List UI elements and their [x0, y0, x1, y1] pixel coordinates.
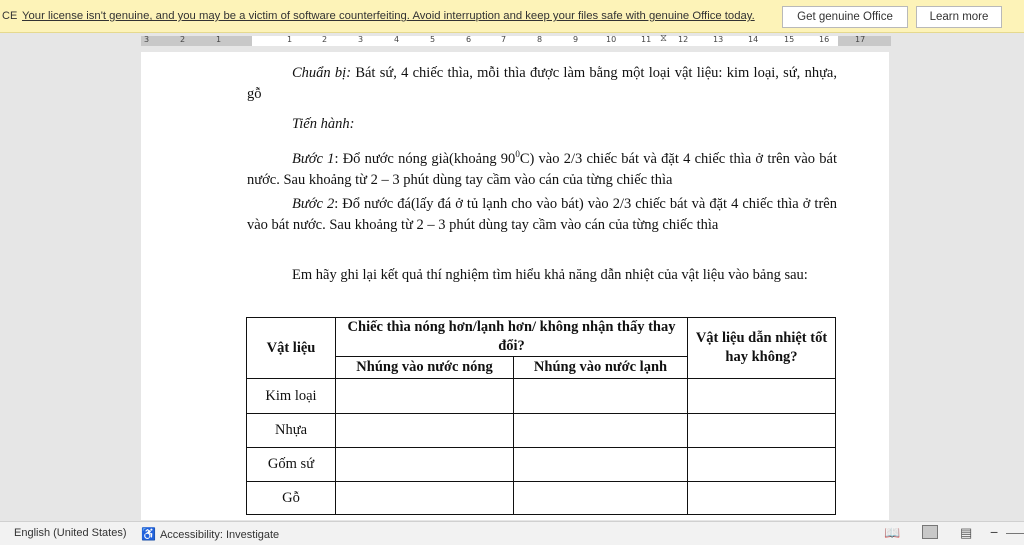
conductivity-cell[interactable]: [688, 448, 836, 482]
ruler-number: 3: [358, 35, 364, 44]
ruler-number: 9: [573, 35, 579, 44]
hot-water-cell[interactable]: [336, 482, 514, 515]
zoom-slider[interactable]: [1006, 533, 1024, 534]
ruler-number: 8: [537, 35, 543, 44]
ruler-number: 1: [287, 35, 293, 44]
ruler-number: 17: [855, 35, 866, 44]
conductivity-cell[interactable]: [688, 414, 836, 448]
accessibility-icon: ♿: [141, 527, 156, 541]
ruler-number: 7: [501, 35, 507, 44]
cold-water-cell[interactable]: [514, 379, 688, 414]
ruler-number: 16: [819, 35, 830, 44]
material-cell: Kim loại: [247, 379, 336, 414]
web-layout-icon[interactable]: ▤: [960, 525, 973, 540]
ruler-number: 2: [180, 35, 186, 44]
hot-water-cell[interactable]: [336, 414, 514, 448]
paragraph-instruction: [247, 265, 837, 286]
horizontal-ruler[interactable]: [0, 33, 1024, 49]
ruler-number: 15: [784, 35, 795, 44]
hot-water-cell[interactable]: [336, 448, 514, 482]
table-row: [247, 482, 836, 515]
material-cell: Gốm sứ: [247, 448, 336, 482]
cold-water-cell[interactable]: [514, 414, 688, 448]
license-bar-tag: CE: [2, 10, 18, 22]
material-cell: Gỗ: [247, 482, 336, 515]
step-1-text-b: C) vào 2/3 chiếc bát và đặt 4 chiếc thìa ở trên vào bát nước. Sau khoảng từ 2 – 3 phút dùng tay cầm vào cán của từng chiếc thìa: [247, 150, 837, 188]
read-mode-icon[interactable]: 📖: [884, 525, 901, 540]
header-spoon-result: Chiếc thìa nóng hơn/lạnh hơn/ không nhận thấy thay đổi?: [336, 318, 688, 357]
ruler-number: 1: [216, 35, 222, 44]
instruction-text: Em hãy ghi lại kết quả thí nghiệm tìm hiểu khả năng dẫn nhiệt của vật liệu vào bảng sau:: [292, 267, 808, 283]
paragraph-procedure: [247, 114, 837, 135]
language-indicator[interactable]: English (United States): [14, 527, 127, 539]
ruler-indent-marker[interactable]: ⧖: [660, 33, 668, 44]
hot-water-cell[interactable]: [336, 379, 514, 414]
table-row: [247, 379, 836, 414]
step-2-text: : Đổ nước đá(lấy đá ở tủ lạnh cho vào bát) vào 2/3 chiếc bát và đặt 4 chiếc thìa ở trên vào bát nước. Sau khoảng từ 2 – 3 phút dùng tay cầm vào cán của từng chiếc thìa: [247, 196, 837, 233]
step-1-superscript: 0: [515, 149, 520, 159]
ruler-number: 14: [748, 35, 759, 44]
ruler-number: 12: [678, 35, 689, 44]
ruler-number: 13: [713, 35, 724, 44]
table-row: [247, 448, 836, 482]
cold-water-cell[interactable]: [514, 448, 688, 482]
ruler-number: 6: [466, 35, 472, 44]
license-warning-bar: [0, 0, 1024, 33]
accessibility-checker[interactable]: [141, 527, 279, 541]
material-cell: Nhựa: [247, 414, 336, 448]
table-row: [247, 414, 836, 448]
zoom-out-icon[interactable]: −: [990, 524, 999, 540]
preparation-label: Chuẩn bị:: [292, 65, 352, 81]
preparation-text: Bát sứ, 4 chiếc thìa, mỗi thìa được làm bằng một loại vật liệu: kim loại, sứ, nhựa, gỗ: [247, 65, 837, 102]
get-genuine-office-button[interactable]: Get genuine Office: [782, 6, 908, 28]
ruler-number: 3: [144, 35, 150, 44]
step-1-text-a: : Đổ nước nóng già(khoảng 90: [334, 150, 516, 167]
learn-more-button[interactable]: Learn more: [916, 6, 1002, 28]
status-bar: [0, 521, 1024, 545]
conductivity-cell[interactable]: [688, 482, 836, 515]
ruler-number: 2: [322, 35, 328, 44]
conductivity-cell[interactable]: [688, 379, 836, 414]
ruler-strip: [141, 36, 891, 46]
results-table[interactable]: [246, 317, 836, 515]
header-conductivity: Vật liệu dẫn nhiệt tốt hay không?: [688, 318, 836, 379]
accessibility-label: Accessibility: Investigate: [159, 529, 280, 541]
license-warning-link[interactable]: Your license isn't genuine, and you may be a victim of software counterfeiting. Avoid interruption and keep your files safe with genuine Office today.: [22, 10, 755, 22]
subheader-hot-water: Nhúng vào nước nóng: [336, 357, 514, 379]
procedure-label: Tiến hành:: [292, 116, 355, 132]
paragraph-step-2: [247, 194, 837, 236]
document-page[interactable]: [141, 52, 889, 520]
paragraph-step-1: [247, 144, 837, 191]
step-1-label: Bước 1: [292, 150, 335, 167]
ruler-number: 11: [641, 35, 652, 44]
ruler-number: 4: [394, 35, 400, 44]
header-material: Vật liệu: [247, 318, 336, 379]
ruler-left-margin[interactable]: [141, 36, 252, 46]
step-2-label: Bước 2: [292, 196, 335, 212]
paragraph-preparation: [247, 63, 837, 105]
print-layout-icon[interactable]: [922, 525, 938, 539]
ruler-number: 10: [606, 35, 617, 44]
ruler-number: 5: [430, 35, 436, 44]
cold-water-cell[interactable]: [514, 482, 688, 515]
subheader-cold-water: Nhúng vào nước lạnh: [514, 357, 688, 379]
